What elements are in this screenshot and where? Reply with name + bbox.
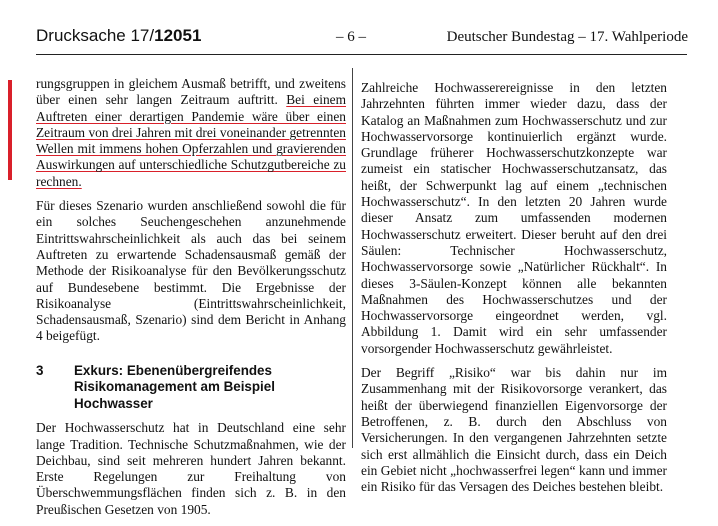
section-heading [36,363,346,413]
paragraph-text: rungsgruppen in gleichem Ausmaß betrifft, und zweitens über einen sehr langen Zeitraum auftritt. [36,76,346,108]
paragraph-pandemic-scenario [36,76,346,190]
left-column [36,76,346,526]
change-marker-bar [8,80,12,180]
column-divider [352,68,353,448]
drucksache-prefix: Drucksache 17/ [36,26,155,45]
parliament-period: Deutscher Bundestag – 17. Wahlperiode [446,29,688,45]
drucksache-id: 12051 [154,26,202,45]
drucksache-number [36,26,201,46]
header-divider [36,54,687,55]
section-title: Exkurs: Ebenenübergreifendes Risikomanagement am Beispiel Hochwasser [74,362,275,411]
paragraph-flood-protection-history: Der Hochwasserschutz hat in Deutschland eine sehr lange Tradition. Technische Schutzmaßnahmen, wie der Deichbau, sind seit mehreren hundert Jahren bekannt. Erste Regelungen zur Freihaltung von Überschwemmungsflächen finden sich z. B. in den Preußischen Gesetzen von 1905. [36,420,346,517]
section-number: 3 [36,362,44,378]
page-number: – 6 – [336,29,366,45]
right-column [361,80,667,503]
paragraph-risk-analysis: Für dieses Szenario wurden anschließend sowohl die für ein solches Seuchengeschehen anzunehmende Eintrittswahrscheinlichkeit als auch das bei seinem Auftreten zu erwartende Schadensausmaß gemäß der Methode der Risikoanalyse für den Bevölkerungsschutz auf Bundesebene bestimmt. Die Ergebnisse der Risikoanalyse (Eintrittswahrscheinlichkeit, Schadensausmaß, Szenario) sind dem Bericht in Anhang 4 beigefügt. [36,198,346,344]
page-header [0,0,718,60]
paragraph-risk-term: Der Begriff „Risiko“ war bis dahin nur im Zusammenhang mit der Risikovorsorge verankert, das heißt der überwiegend finanziellen Eigenvorsorge der Betroffenen, z. B. durch den Abschluss von Versicherungen. In den vergangenen Jahrzehnten setzte sich erst allmählich die Einsicht durch, dass ein Deich ein Gebiet nicht „hochwasserfrei legen“ kann und immer ein Risiko für das Versagen des Deiches bestehen bleibt. [361,365,667,495]
highlighted-passage: Bei einem Auftreten einer derartigen Pandemie wäre über einen Zeitraum von drei Jahren mit drei voneinander getrennten Wellen mit immens hohen Opferzahlen und gravierenden Auswirkungen auf unterschiedliche Schutzgutbereiche zu rechnen. [36,92,346,189]
paragraph-flood-concepts: Zahlreiche Hochwasserereignisse in den letzten Jahrzehnten führten immer wieder dazu, dass der Katalog an Maßnahmen zum Hochwasserschutz und zur Hochwasservorsorge kontinuierlich ergänzt wurde. Grundlage früherer Hochwasserschutzkonzepte war zumeist ein statischer Hochwasserschutzansatz, das heißt, der Schwerpunkt lag auf einem „technischen Hochwasserschutz“. In den letzten 20 Jahren wurde dieser Ansatz zum umfassenden modernen Hochwasserschutz erweitert. Dieser beruht auf den drei Säulen: Technischer Hochwasserschutz, Hochwasservorsorge sowie „Natürlicher Rückhalt“. In dieses 3-Säulen-Konzept können alle bekannten Maßnahmen des Hochwasserschutzes und der Hochwasservorsorge eingeordnet werden, vgl. Abbildung 1. Damit wird ein sehr umfassender vorsorgender Hochwasserschutz gewährleistet. [361,80,667,356]
